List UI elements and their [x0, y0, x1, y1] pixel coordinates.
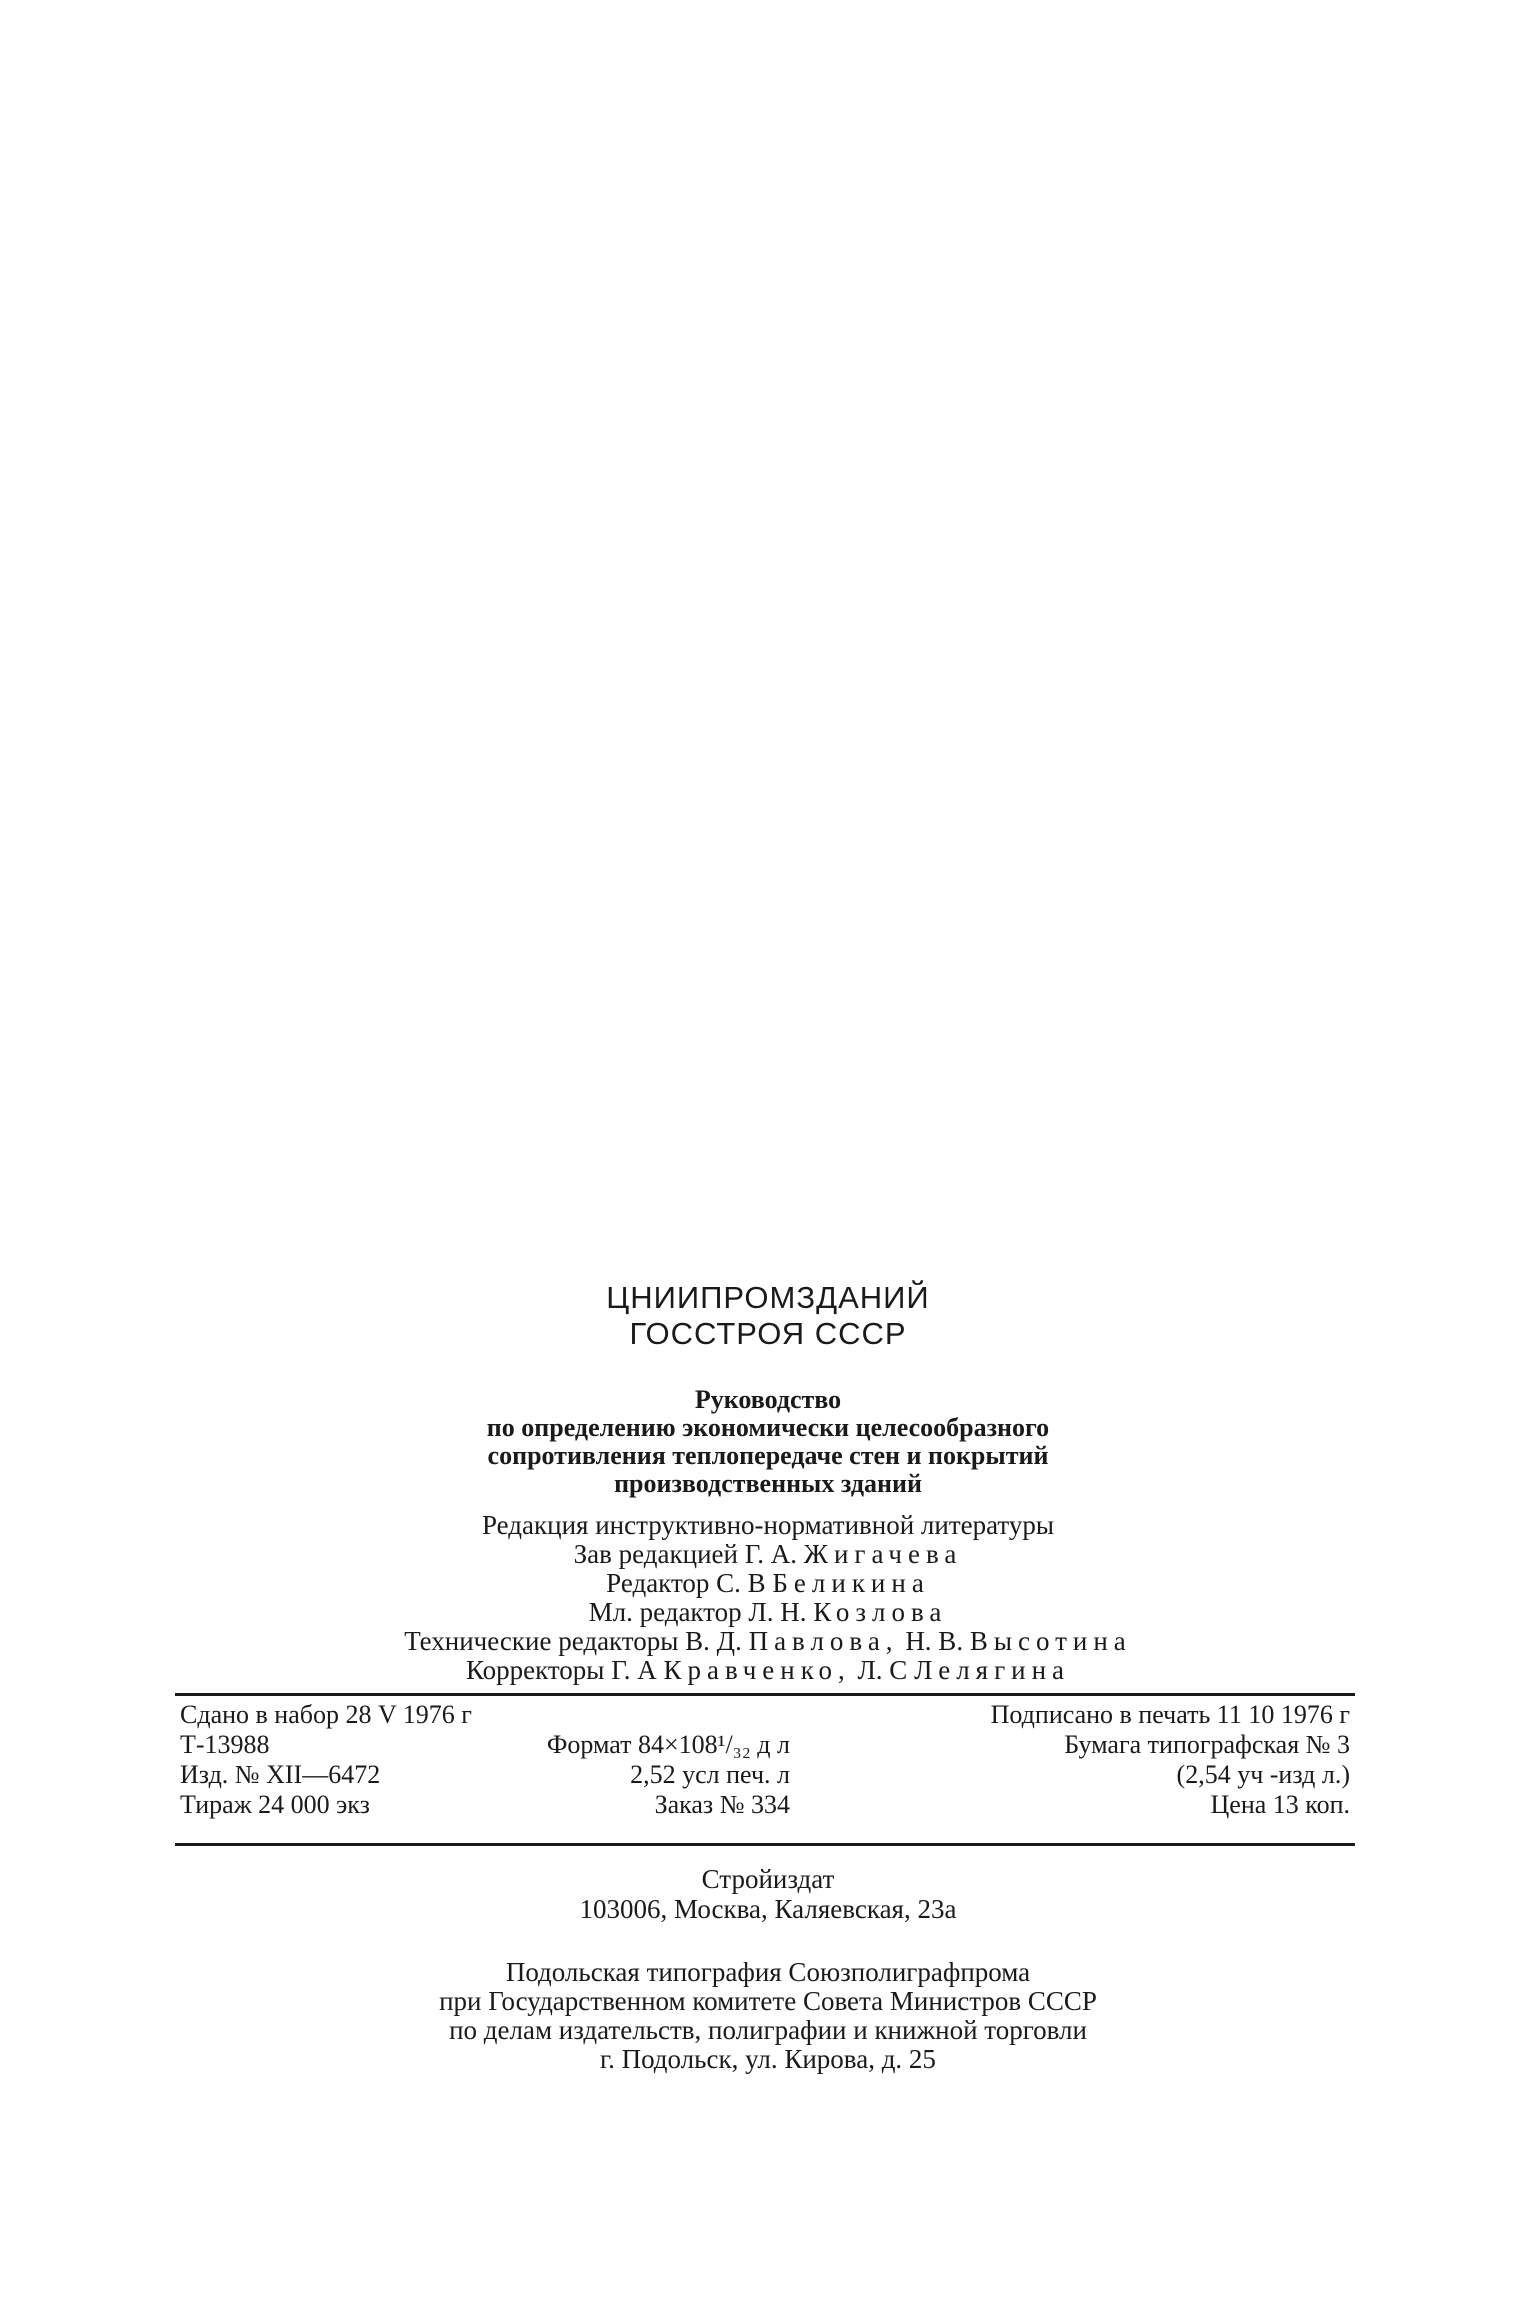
publisher-address: 103006, Москва, Каляевская, 23а	[579, 1894, 957, 1924]
publisher-name: Стройиздат	[701, 1864, 835, 1894]
divider-bottom	[175, 1843, 1355, 1846]
printer-line-3: по делам издательств, полиграфии и книжной торговли	[449, 2015, 1087, 2045]
tech-editor-name-2: Высотина	[969, 1626, 1132, 1656]
imprint-row	[180, 1700, 1350, 1730]
tech-editors-label: Технические редакторы В. Д.	[404, 1626, 742, 1656]
price: Цена 13 коп.	[1210, 1790, 1350, 1819]
printer-line-4: г. Подольск, ул. Кирова, д. 25	[600, 2044, 936, 2074]
title-line-1: Руководство	[694, 1385, 842, 1414]
order-number: Заказ № 334	[654, 1790, 790, 1819]
editor-label: Редактор С. В	[606, 1568, 766, 1598]
proofreaders-line	[0, 1656, 1536, 1685]
editor-line	[0, 1569, 1536, 1598]
organization-name: ЦНИИПРОМЗДАНИЙ	[606, 1280, 930, 1315]
title-line-4: производственных зданий	[614, 1469, 922, 1498]
edition-number: Изд. № XII—6472	[180, 1760, 381, 1789]
printer-block	[0, 1958, 1536, 2074]
printer-line-2: при Государственном комитете Совета Министров СССР	[439, 1986, 1097, 2016]
head-editor-line	[0, 1540, 1536, 1569]
tech-editors-line	[0, 1627, 1536, 1656]
paper-type: Бумага типографская № 3	[1064, 1730, 1350, 1759]
editor-name: Беликина	[772, 1568, 930, 1598]
tech-editor-name-1: Павлова,	[748, 1626, 899, 1656]
print-signed-date: Подписано в печать 11 10 1976 г	[990, 1700, 1350, 1729]
imprint-row	[180, 1760, 1350, 1790]
tech-editor-initials-2: Н. В.	[905, 1626, 964, 1656]
print-run: Тираж 24 000 экз	[180, 1790, 370, 1819]
imprint-row	[180, 1730, 1350, 1760]
divider-top	[175, 1693, 1355, 1696]
junior-editor-name: Козлова	[813, 1597, 948, 1627]
publisher-sheets: (2,54 уч -изд л.)	[1176, 1760, 1350, 1789]
junior-editor-line	[0, 1598, 1536, 1627]
printer-line-1: Подольская типография Союзполиграфпрома	[505, 1957, 1031, 1987]
publisher-block	[0, 1864, 1536, 1924]
edition-line: Редакция инструктивно-нормативной литературы	[482, 1510, 1054, 1540]
book-title	[0, 1386, 1536, 1498]
title-line-2: по определению экономически целесообразного	[486, 1413, 1050, 1442]
format: Формат 84×108¹/₃₂ д л	[546, 1730, 790, 1759]
proofreader-name-1: Кравченко,	[663, 1655, 851, 1685]
proofreader-name-2: Лелягина	[914, 1655, 1071, 1685]
printed-sheets: 2,52 усл печ. л	[630, 1760, 790, 1789]
title-line-3: сопротивления теплопередаче стен и покрытий	[487, 1441, 1049, 1470]
license-number: Т-13988	[180, 1730, 270, 1759]
head-editor-name: Жигачева	[803, 1539, 963, 1569]
imprint-row	[180, 1790, 1350, 1820]
imprint-block	[180, 1700, 1350, 1820]
organization-parent: ГОССТРОЯ СССР	[629, 1316, 907, 1351]
proofreaders-label: Корректоры Г. А	[465, 1655, 657, 1685]
junior-editor-label: Мл. редактор Л. Н.	[588, 1597, 807, 1627]
proofreader-initials-2: Л. С	[857, 1655, 908, 1685]
typesetting-date: Сдано в набор 28 V 1976 г	[180, 1700, 472, 1729]
editorial-credits	[0, 1511, 1536, 1685]
head-editor-label: Зав редакцией Г. А.	[573, 1539, 798, 1569]
